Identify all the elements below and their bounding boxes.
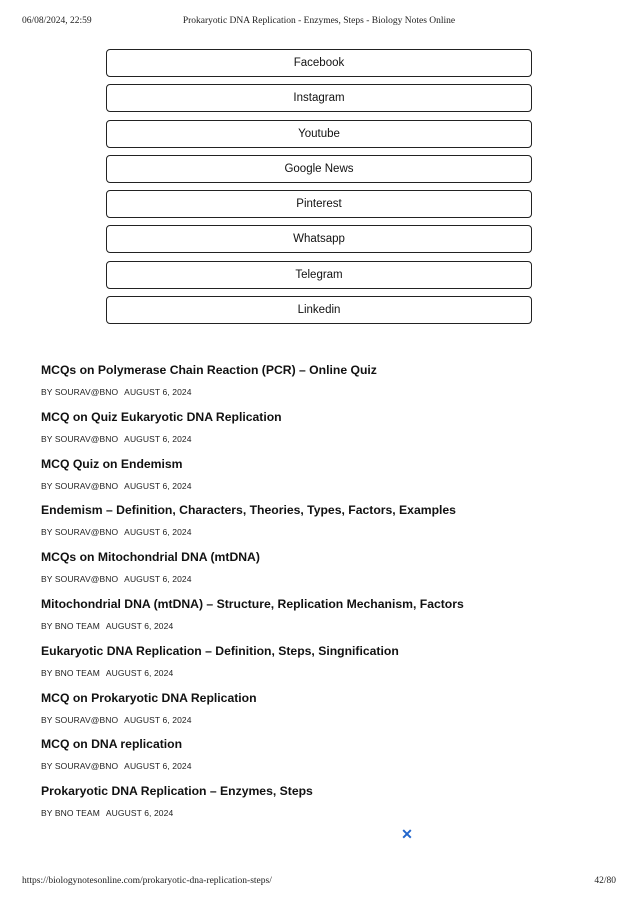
post-meta — [41, 387, 601, 398]
instagram-button[interactable]: Instagram — [106, 84, 532, 112]
post-item — [41, 596, 601, 643]
post-meta — [41, 574, 601, 585]
post-title-link[interactable]: Endemism – Definition, Characters, Theories, Types, Factors, Examples — [41, 503, 456, 518]
post-author: BY BNO TEAM — [41, 667, 100, 678]
post-meta — [41, 481, 601, 492]
post-item — [41, 549, 601, 596]
post-author: BY BNO TEAM — [41, 620, 100, 631]
post-item — [41, 690, 601, 737]
pinterest-button[interactable]: Pinterest — [106, 190, 532, 218]
post-title-link[interactable]: MCQ on Quiz Eukaryotic DNA Replication — [41, 409, 282, 424]
post-title-link[interactable]: Prokaryotic DNA Replication – Enzymes, Steps — [41, 784, 313, 799]
post-item — [41, 783, 601, 830]
post-author: BY SOURAV@BNO — [41, 761, 119, 772]
post-author: BY SOURAV@BNO — [41, 480, 119, 491]
post-date: AUGUST 6, 2024 — [124, 480, 192, 491]
post-meta — [41, 621, 601, 632]
linkedin-button[interactable]: Linkedin — [106, 296, 532, 324]
post-title-link[interactable]: MCQ on DNA replication — [41, 737, 183, 752]
post-item — [41, 456, 601, 503]
youtube-button[interactable]: Youtube — [106, 120, 532, 148]
facebook-button[interactable]: Facebook — [106, 49, 532, 77]
post-meta — [41, 761, 601, 772]
post-author: BY SOURAV@BNO — [41, 714, 119, 725]
post-item — [41, 502, 601, 549]
post-date: AUGUST 6, 2024 — [124, 574, 192, 585]
post-meta — [41, 527, 601, 538]
social-links-list — [106, 49, 532, 331]
post-item — [41, 362, 601, 409]
whatsapp-button[interactable]: Whatsapp — [106, 225, 532, 253]
post-title-link[interactable]: MCQ Quiz on Endemism — [41, 456, 183, 471]
post-author: BY SOURAV@BNO — [41, 527, 119, 538]
post-date: AUGUST 6, 2024 — [124, 387, 192, 397]
post-date: AUGUST 6, 2024 — [105, 808, 174, 819]
telegram-button[interactable]: Telegram — [106, 261, 532, 289]
recent-posts-list — [41, 362, 601, 830]
post-title-link[interactable]: MCQ on Prokaryotic DNA Replication — [41, 690, 257, 705]
post-meta — [41, 434, 601, 445]
print-datetime: 06/08/2024, 22:59 — [22, 16, 92, 26]
print-url: https://biologynotesonline.com/prokaryotic-dna-replication-steps/ — [22, 876, 272, 886]
post-title-link[interactable]: Mitochondrial DNA (mtDNA) – Structure, Replication Mechanism, Factors — [41, 596, 464, 611]
post-meta — [41, 715, 601, 726]
post-author: BY SOURAV@BNO — [41, 574, 119, 585]
post-item — [41, 409, 601, 456]
post-date: AUGUST 6, 2024 — [124, 761, 192, 772]
post-date: AUGUST 6, 2024 — [124, 527, 192, 538]
post-item — [41, 736, 601, 783]
post-title-link[interactable]: Eukaryotic DNA Replication – Definition, Steps, Singnification — [41, 643, 399, 658]
post-author: BY SOURAV@BNO — [41, 433, 119, 444]
post-meta — [41, 668, 601, 679]
post-date: AUGUST 6, 2024 — [124, 714, 192, 725]
post-date: AUGUST 6, 2024 — [105, 620, 174, 631]
print-page-number: 42/80 — [594, 876, 616, 886]
post-date: AUGUST 6, 2024 — [105, 667, 174, 678]
post-date: AUGUST 6, 2024 — [124, 433, 192, 444]
print-page-title: Prokaryotic DNA Replication - Enzymes, Steps - Biology Notes Online — [182, 16, 456, 26]
post-meta — [41, 808, 601, 819]
post-item — [41, 643, 601, 690]
post-author: BY BNO TEAM — [41, 808, 100, 819]
google-news-button[interactable]: Google News — [106, 155, 532, 183]
post-title-link[interactable]: MCQs on Mitochondrial DNA (mtDNA) — [41, 550, 260, 565]
post-author: BY SOURAV@BNO — [41, 387, 119, 397]
close-icon[interactable]: ✕ — [401, 826, 413, 842]
post-title-link[interactable]: MCQs on Polymerase Chain Reaction (PCR) – Online Quiz — [41, 363, 377, 377]
